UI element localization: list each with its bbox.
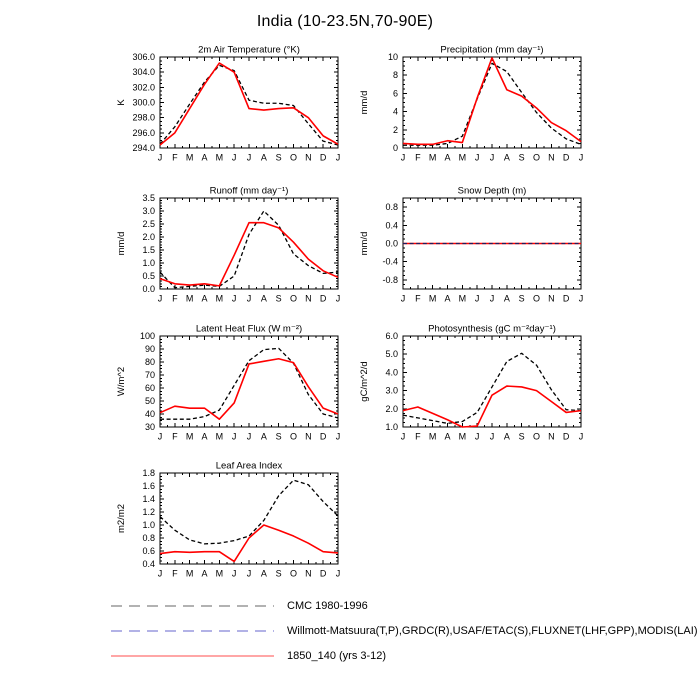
svg-text:M: M [215,152,224,163]
svg-text:A: A [444,293,451,304]
svg-text:2: 2 [392,124,398,135]
model-series-line [403,58,581,144]
legend-label-cmc: CMC 1980-1996 [287,600,368,612]
svg-text:6.0: 6.0 [385,331,398,341]
plot-tas [110,43,360,175]
svg-text:100: 100 [139,331,155,341]
chart-2m-air-temperature [110,43,360,175]
svg-text:N: N [548,152,555,163]
svg-text:0.8: 0.8 [142,533,155,543]
svg-text:306.0: 306.0 [132,52,155,62]
svg-text:J: J [489,431,495,442]
model-series-line [160,63,338,145]
svg-text:J: J [335,568,341,579]
svg-text:J: J [157,152,163,163]
svg-text:4: 4 [392,106,398,117]
legend-item-model-run [110,647,698,665]
svg-text:J: J [474,152,480,163]
svg-text:F: F [172,431,178,442]
axes [403,57,581,148]
svg-text:S: S [275,152,282,163]
svg-text:5.0: 5.0 [385,349,398,360]
axes [160,57,338,148]
tick-labels [359,186,583,304]
svg-text:N: N [548,293,555,304]
svg-text:A: A [444,152,451,163]
svg-text:O: O [289,293,298,304]
svg-text:302.0: 302.0 [132,82,155,93]
svg-text:80: 80 [144,357,155,367]
svg-text:D: D [562,431,570,442]
svg-text:J: J [246,431,252,442]
svg-text:M: M [215,568,224,579]
svg-text:F: F [172,568,178,579]
svg-text:0: 0 [392,143,398,153]
plot-runoff [110,184,360,316]
tick-labels [116,186,340,304]
tick-labels [116,461,340,579]
svg-text:M: M [428,293,437,304]
svg-text:J: J [231,152,237,163]
svg-text:298.0: 298.0 [132,112,155,123]
svg-text:D: D [562,152,570,163]
legend-line-obs-dashed [110,622,278,640]
chart-runoff [110,184,360,316]
svg-text:J: J [246,152,252,163]
svg-text:A: A [260,152,267,163]
svg-text:J: J [474,431,480,442]
svg-text:J: J [400,152,406,163]
svg-text:M: M [428,152,437,163]
axes [160,336,338,427]
svg-text:S: S [518,152,525,163]
svg-text:J: J [231,293,237,304]
svg-text:J: J [578,293,584,304]
model-series-line [160,359,338,419]
plot-photo [353,322,603,454]
svg-text:M: M [185,431,194,442]
svg-text:1.5: 1.5 [142,245,155,255]
svg-text:J: J [246,293,252,304]
svg-text:1.8: 1.8 [142,468,155,478]
plot-lhf [110,322,360,454]
subplot-title: 2m Air Temperature (°K) [198,44,300,56]
y-axis-label: gC/m^2/d [359,361,370,402]
y-axis-label: mm/d [359,90,370,115]
svg-text:1.0: 1.0 [142,258,155,268]
subplot-title: Photosynthesis (gC m⁻²day⁻¹) [428,323,556,335]
legend-label-obs-datasets: Willmott-Matsuura(T,P),GRDC(R),USAF/ETAC(S),FLUXNET(LHF,GPP),MODIS(LAI) [287,625,698,637]
svg-text:J: J [335,431,341,442]
svg-text:J: J [400,293,406,304]
svg-text:1.0: 1.0 [142,520,155,530]
svg-text:J: J [335,152,341,163]
svg-text:6: 6 [392,88,398,99]
svg-text:1.6: 1.6 [142,481,155,491]
svg-text:D: D [319,568,327,579]
svg-text:N: N [548,431,555,442]
plot-snow [353,184,603,316]
svg-text:294.0: 294.0 [132,143,155,153]
svg-text:O: O [289,568,298,579]
svg-text:A: A [503,152,510,163]
svg-text:J: J [231,431,237,442]
tick-labels [116,45,340,163]
svg-text:F: F [172,293,178,304]
svg-text:70: 70 [144,370,155,380]
subplot-title: Leaf Area Index [215,460,283,472]
model-series-line [160,525,338,561]
svg-text:O: O [289,152,298,163]
svg-text:2.5: 2.5 [142,219,155,229]
svg-text:3.0: 3.0 [385,385,398,396]
svg-text:J: J [246,568,252,579]
y-axis-label: m2/m2 [116,503,127,534]
subplot-title: Runoff (mm day⁻¹) [209,185,289,197]
svg-text:-0.8: -0.8 [382,274,398,285]
obs-series-line [160,348,338,419]
svg-text:0.6: 0.6 [142,546,155,556]
y-axis-label: mm/d [359,231,370,256]
subplot-title: Snow Depth (m) [457,185,527,197]
svg-text:A: A [201,568,208,579]
svg-text:D: D [319,152,327,163]
svg-text:F: F [415,293,421,304]
svg-text:0.8: 0.8 [385,202,398,213]
subplot-title: Precipitation (mm day⁻¹) [440,44,544,56]
svg-text:M: M [215,431,224,442]
svg-text:A: A [201,431,208,442]
legend-line-cmc-dashed [110,597,278,615]
y-axis-label: mm/d [116,231,127,256]
svg-text:O: O [532,431,541,442]
svg-text:N: N [305,431,312,442]
chart-photosynthesis [353,322,603,454]
svg-text:50: 50 [144,396,155,406]
svg-text:N: N [305,152,312,163]
axes [403,336,581,427]
svg-text:S: S [275,568,282,579]
svg-text:J: J [489,152,495,163]
svg-text:0.4: 0.4 [142,559,155,569]
svg-text:S: S [518,431,525,442]
svg-text:0.4: 0.4 [385,220,398,231]
svg-text:D: D [319,293,327,304]
svg-text:J: J [335,293,341,304]
svg-text:A: A [201,152,208,163]
svg-text:J: J [578,152,584,163]
svg-text:M: M [458,431,467,442]
svg-text:J: J [578,431,584,442]
svg-text:90: 90 [144,344,155,354]
svg-text:S: S [275,431,282,442]
svg-text:304.0: 304.0 [132,67,155,78]
svg-text:A: A [503,431,510,442]
legend [110,597,698,672]
svg-text:A: A [503,293,510,304]
svg-text:60: 60 [144,383,155,393]
svg-text:1.2: 1.2 [142,507,155,517]
svg-text:O: O [532,293,541,304]
svg-text:40: 40 [144,409,155,419]
svg-text:S: S [275,293,282,304]
svg-text:0.0: 0.0 [385,238,398,249]
obs-series-line [160,65,338,145]
svg-text:M: M [215,293,224,304]
svg-text:A: A [260,293,267,304]
axes [160,473,338,564]
figure-title: India (10-23.5N,70-90E) [256,13,434,30]
svg-text:A: A [260,431,267,442]
svg-text:2.0: 2.0 [385,403,398,414]
obs-series-line [403,63,581,145]
svg-text:J: J [489,293,495,304]
svg-text:F: F [172,152,178,163]
svg-text:-0.4: -0.4 [382,256,398,267]
svg-text:J: J [157,293,163,304]
subplot-title: Latent Heat Flux (W m⁻²) [195,323,303,335]
axes [160,198,338,289]
svg-text:0.5: 0.5 [142,271,155,281]
svg-text:M: M [458,152,467,163]
svg-text:N: N [305,293,312,304]
svg-text:A: A [260,568,267,579]
chart-snow-depth [353,184,603,316]
svg-text:8: 8 [392,70,398,81]
svg-text:3.0: 3.0 [142,206,155,216]
svg-text:J: J [400,431,406,442]
svg-text:A: A [444,431,451,442]
tick-labels [359,45,583,163]
svg-text:O: O [532,152,541,163]
svg-text:1.0: 1.0 [385,422,398,432]
svg-text:J: J [231,568,237,579]
svg-text:300.0: 300.0 [132,97,155,108]
svg-text:M: M [185,568,194,579]
legend-line-model-solid [110,647,278,665]
svg-text:2.0: 2.0 [142,232,155,242]
svg-text:M: M [185,152,194,163]
obs-series-line [160,480,338,544]
svg-text:N: N [305,568,312,579]
legend-label-model-run: 1850_140 (yrs 3-12) [287,650,387,662]
tick-labels [359,324,583,442]
svg-text:A: A [201,293,208,304]
svg-text:D: D [319,431,327,442]
plot-lai [110,459,360,591]
svg-text:30: 30 [144,422,155,432]
svg-text:10: 10 [387,52,398,62]
model-series-line [160,223,338,286]
svg-text:J: J [157,431,163,442]
svg-text:J: J [474,293,480,304]
svg-text:O: O [289,431,298,442]
svg-text:S: S [518,293,525,304]
svg-text:3.5: 3.5 [142,193,155,203]
legend-item-cmc [110,597,698,615]
legend-item-obs-datasets [110,622,698,640]
svg-text:M: M [458,293,467,304]
chart-leaf-area-index [110,459,360,591]
svg-text:4.0: 4.0 [385,367,398,378]
svg-text:F: F [415,152,421,163]
svg-text:1.4: 1.4 [142,494,155,504]
svg-text:M: M [185,293,194,304]
svg-text:F: F [415,431,421,442]
y-axis-label: W/m^2 [116,366,127,397]
plot-pr [353,43,603,175]
svg-text:D: D [562,293,570,304]
svg-text:M: M [428,431,437,442]
svg-text:0.0: 0.0 [142,284,155,294]
chart-precipitation [353,43,603,175]
svg-text:296.0: 296.0 [132,127,155,138]
model-series-line [403,386,581,427]
y-axis-label: K [116,99,127,106]
svg-text:J: J [157,568,163,579]
chart-latent-heat-flux [110,322,360,454]
